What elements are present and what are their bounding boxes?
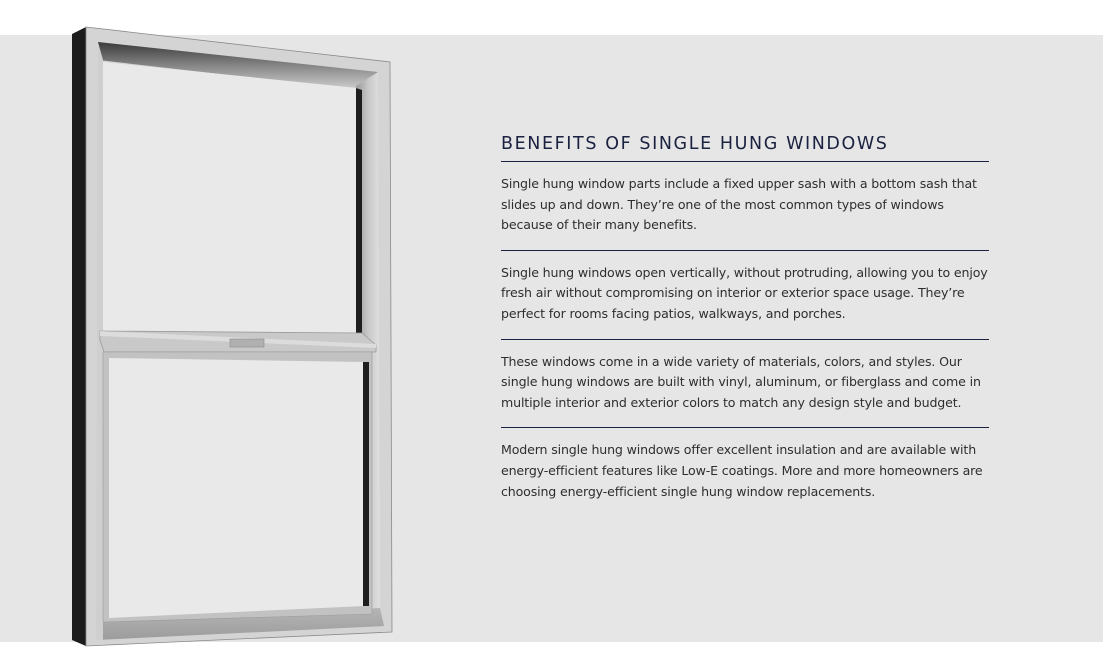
benefit-paragraph-1: Single hung window parts include a fixed upper sash with a bottom sash that slides up and down. They’re one of the most common types of windows because of their many benefits. [501, 162, 989, 251]
single-hung-window-image [0, 0, 420, 650]
benefits-section [501, 132, 989, 516]
benefit-paragraph-2: Single hung windows open vertically, without protruding, allowing you to enjoy fresh air without compromising on interior or exterior space usage. They’re perfect for rooms facing patios, walkways, and porches. [501, 251, 989, 340]
benefit-paragraph-3: These windows come in a wide variety of materials, colors, and styles. Our single hung windows are built with vinyl, aluminum, or fiberglass and come in multiple interior and exterior colors to match any design style and budget. [501, 340, 989, 429]
section-heading: BENEFITS OF SINGLE HUNG WINDOWS [501, 132, 989, 162]
benefit-paragraph-4: Modern single hung windows offer excellent insulation and are available with energy-efficient features like Low-E coatings. More and more homeowners are choosing energy-efficient single hung window replacements. [501, 442, 983, 499]
